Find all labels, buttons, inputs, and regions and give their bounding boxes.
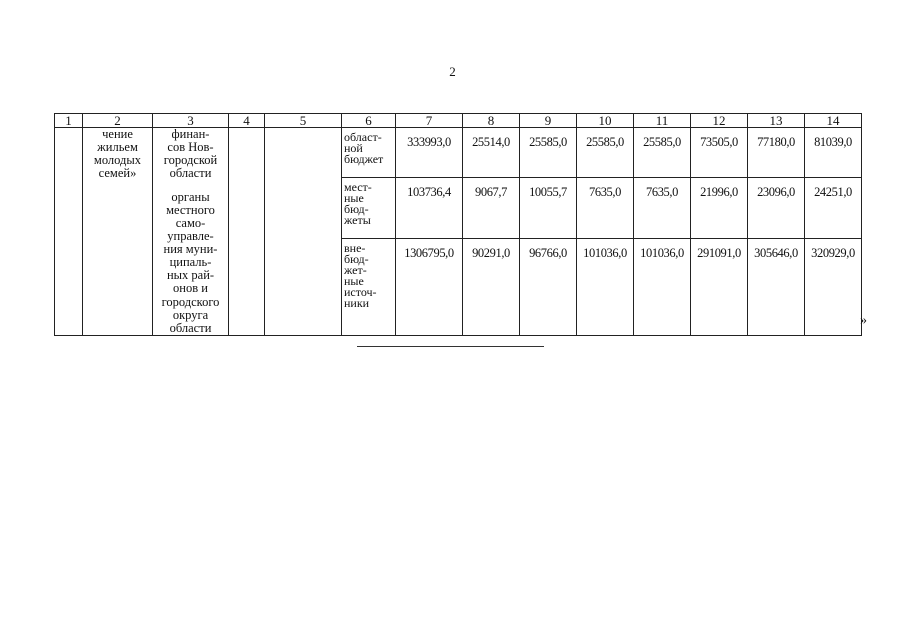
value-cell: 77180,0 [748, 128, 805, 178]
value-cell: 21996,0 [691, 177, 748, 238]
text-line: жеты [344, 212, 371, 227]
value-cell: 81039,0 [805, 128, 862, 178]
value-cell: 101036,0 [577, 238, 634, 335]
text-line: управле- [167, 228, 214, 243]
text-line: само- [175, 215, 206, 230]
text-line: чение [102, 127, 133, 141]
value-cell: 7635,0 [577, 177, 634, 238]
value-cell: 25585,0 [520, 128, 577, 178]
header-cell: 3 [153, 114, 229, 128]
value-cell: 103736,4 [396, 177, 463, 238]
value-cell: 25585,0 [634, 128, 691, 178]
header-row [55, 114, 862, 128]
page-number: 2 [449, 64, 456, 79]
executor-cell [153, 128, 229, 336]
col5-cell [265, 128, 342, 336]
text-line: сов Нов- [167, 140, 214, 155]
text-line: органы [171, 189, 210, 204]
text-line: бюд- [344, 251, 369, 266]
value-cell: 9067,7 [463, 177, 520, 238]
closing-quote: » [860, 313, 867, 328]
text-line: городского [161, 294, 220, 309]
value-cell: 320929,0 [805, 238, 862, 335]
header-cell: 7 [396, 114, 463, 128]
text-line: ципаль- [169, 255, 212, 270]
text-line: области [169, 166, 212, 181]
value-cell: 23096,0 [748, 177, 805, 238]
text-line: округа [172, 307, 209, 322]
header-cell: 14 [805, 114, 862, 128]
header-cell: 11 [634, 114, 691, 128]
value-cell: 73505,0 [691, 128, 748, 178]
funding-source-cell [342, 128, 396, 178]
value-cell: 25585,0 [577, 128, 634, 178]
value-cell: 305646,0 [748, 238, 805, 335]
text-line: жильем [97, 140, 138, 155]
header-cell: 12 [691, 114, 748, 128]
text-line: ных рай- [166, 268, 215, 283]
text-line: семей» [98, 166, 137, 181]
text-line: бюд- [344, 201, 369, 216]
text-line: ной [344, 141, 363, 155]
text-line: ные [344, 273, 364, 288]
value-cell: 96766,0 [520, 238, 577, 335]
text-line: источ- [344, 284, 377, 299]
text-line: бюджет [344, 152, 384, 166]
header-cell: 10 [577, 114, 634, 128]
value-cell: 24251,0 [805, 177, 862, 238]
header-cell: 13 [748, 114, 805, 128]
value-cell: 101036,0 [634, 238, 691, 335]
text-line: ники [344, 295, 370, 310]
text-line: городской [163, 153, 218, 168]
value-cell: 90291,0 [463, 238, 520, 335]
header-cell: 8 [463, 114, 520, 128]
budget-table [54, 113, 862, 336]
text-line: жет- [344, 262, 367, 277]
header-cell: 9 [520, 114, 577, 128]
measure-name-cell [83, 128, 153, 336]
funding-source-cell [342, 177, 396, 238]
value-cell: 291091,0 [691, 238, 748, 335]
value-cell: 333993,0 [396, 128, 463, 178]
text-line: вне- [344, 240, 366, 255]
text-line: финан- [171, 127, 210, 141]
text-line: ния муни- [163, 242, 218, 256]
col4-cell [229, 128, 265, 336]
text-line: молодых [93, 153, 142, 168]
header-cell: 6 [342, 114, 396, 128]
value-cell: 10055,7 [520, 177, 577, 238]
value-cell: 1306795,0 [396, 238, 463, 335]
text-line: местного [166, 202, 215, 217]
value-cell: 7635,0 [634, 177, 691, 238]
table-row [55, 128, 862, 178]
header-cell: 2 [83, 114, 153, 128]
text-line: области [169, 320, 212, 335]
text-line: област- [344, 130, 382, 144]
text-line: онов и [173, 281, 208, 296]
funding-source-cell [342, 238, 396, 335]
footer-rule [357, 346, 544, 347]
header-cell: 5 [265, 114, 342, 128]
text-line: мест- [344, 179, 372, 194]
header-cell: 1 [55, 114, 83, 128]
header-cell: 4 [229, 114, 265, 128]
col1-cell [55, 128, 83, 336]
text-line: ные [344, 190, 364, 205]
value-cell: 25514,0 [463, 128, 520, 178]
